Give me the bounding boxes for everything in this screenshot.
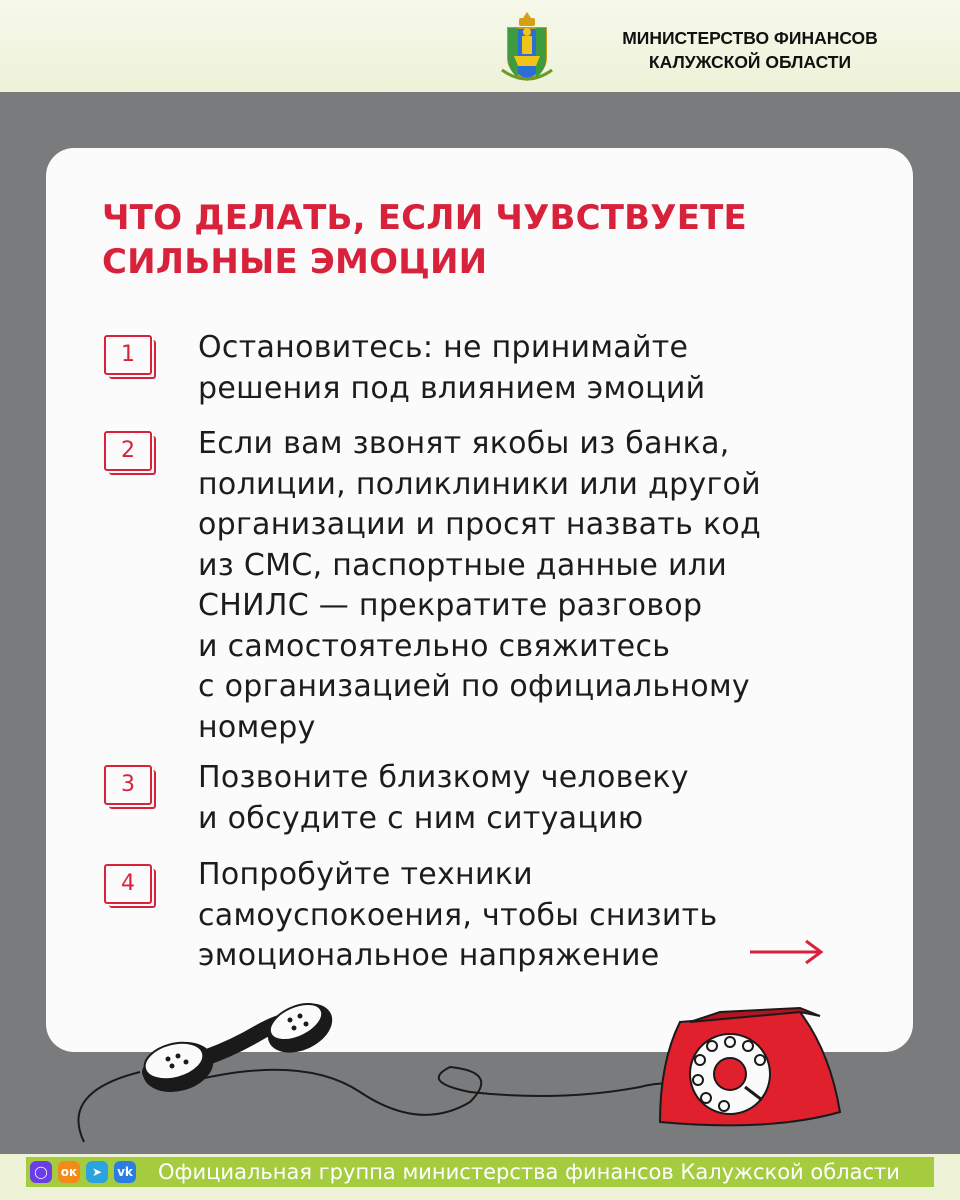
- list-item-text: [198, 758, 878, 839]
- list-item-line: Остановитесь: не принимайте: [198, 330, 689, 365]
- coat-of-arms-icon: [500, 10, 554, 84]
- list-item-text: [198, 328, 878, 409]
- footer-text: Официальная группа министерства финансов Калужской области: [158, 1160, 900, 1184]
- item-number-badge: 2: [104, 431, 152, 471]
- list-item-line: СНИЛС — прекратите разговор: [198, 588, 703, 623]
- list-item-line: Попробуйте техники: [198, 857, 533, 892]
- handset-icon: [137, 994, 340, 1100]
- arrow-right-icon: [748, 938, 824, 966]
- list-item-text: [198, 424, 878, 748]
- ministry-name: [570, 26, 930, 74]
- card-title-line1: ЧТО ДЕЛАТЬ, ЕСЛИ ЧУВСТВУЕТЕ: [102, 198, 747, 238]
- vk-icon[interactable]: vk: [114, 1161, 136, 1183]
- list-item-line: полиции, поликлиники или другой: [198, 466, 761, 502]
- red-phone-icon: [660, 1008, 840, 1125]
- ministry-name-line1: МИНИСТЕРСТВО ФИНАНСОВ: [622, 28, 878, 48]
- list-item-line: с организацией по официальному: [198, 669, 750, 704]
- list-item-line: из СМС, паспортные данные или: [198, 547, 728, 583]
- list-item-line: и самостоятельно свяжитесь: [198, 628, 671, 664]
- item-number-badge: 1: [104, 335, 152, 375]
- card-title-line2: СИЛЬНЫЕ ЭМОЦИИ: [102, 242, 488, 282]
- list-item-line: Если вам звонят якобы из банка,: [198, 426, 730, 461]
- telegram-icon[interactable]: ➤: [86, 1161, 108, 1183]
- ministry-name-line2: КАЛУЖСКОЙ ОБЛАСТИ: [648, 52, 852, 72]
- max-icon[interactable]: ◯: [30, 1161, 52, 1183]
- list-item-line: эмоциональное напряжение: [198, 938, 660, 973]
- list-item-line: номеру: [198, 709, 316, 745]
- list-item-line: самоуспокоения, чтобы снизить: [198, 897, 718, 933]
- telephone-illustration: [0, 992, 960, 1162]
- list-item-line: решения под влиянием эмоций: [198, 370, 706, 406]
- odnoklassniki-icon[interactable]: ок: [58, 1161, 80, 1183]
- item-number-badge: 3: [104, 765, 152, 805]
- card-title: [102, 196, 862, 284]
- list-item-line: организации и просят назвать код: [198, 507, 762, 542]
- item-number-badge: 4: [104, 864, 152, 904]
- list-item-line: и обсудите с ним ситуацию: [198, 800, 644, 836]
- list-item-line: Позвоните близкому человеку: [198, 760, 689, 795]
